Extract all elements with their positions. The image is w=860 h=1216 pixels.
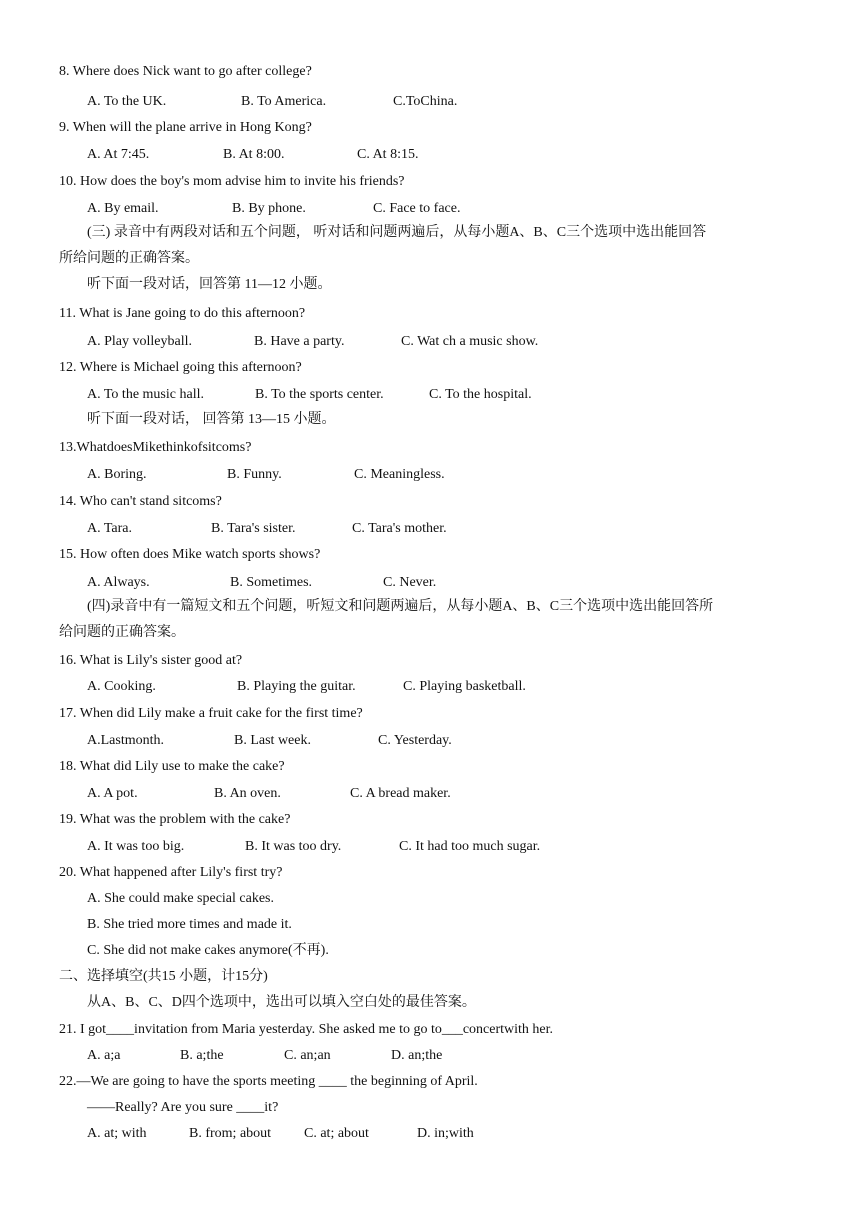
option-b: B. She tried more times and made it. [87,917,292,932]
option-b: B. It was too dry. [245,839,342,854]
option-b: B. Playing the guitar. [237,679,356,694]
option-c: C. an;an [284,1048,331,1063]
part-2-title: 二、选择填空(共15 小题，计15分) [59,969,268,984]
option-a: A. At 7:45. [87,147,150,162]
question-14: 14. Who can't stand sitcoms? [59,494,222,509]
option-a: A. a;a [87,1048,121,1063]
option-d: D. an;the [391,1048,443,1063]
option-a: A. at; with [87,1126,147,1141]
option-a: A. By email. [87,201,159,216]
option-a: A. To the UK. [87,94,167,109]
option-d: D. in;with [417,1126,474,1141]
question-13: 13.WhatdoesMikethinkofsitcoms? [59,440,252,455]
question-22-reply: ——Really? Are you sure ____it? [87,1100,279,1115]
option-b: B. a;the [180,1048,224,1063]
option-b: B. Tara's sister. [211,521,296,536]
option-c: C. A bread maker. [350,786,451,801]
option-a: A. Tara. [87,521,133,536]
section-4-instructions-cont: 给问题的正确答案。 [59,625,185,640]
option-b: B. Sometimes. [230,575,313,590]
question-11: 11. What is Jane going to do this afternoon? [59,306,306,321]
option-a: A. Boring. [87,467,147,482]
option-c: C. At 8:15. [357,147,419,162]
dialogue-2-note: 听下面一段对话， 回答第 13—15 小题。 [87,412,336,427]
option-a: A. Play volleyball. [87,334,192,349]
option-b: B. Have a party. [254,334,345,349]
section-3-instructions: (三) 录音中有两段对话和五个问题， 听对话和问题两遍后，从每小题A、B、C三个选项中选出能回答 [87,225,707,240]
question-17: 17. When did Lily make a fruit cake for the first time? [59,706,363,721]
option-a: A. A pot. [87,786,138,801]
option-c: C. at; about [304,1126,369,1141]
part-2-instructions: 从A、B、C、D四个选项中，选出可以填入空白处的最佳答案。 [87,995,476,1010]
option-c: C. Wat ch a music show. [401,334,539,349]
option-a: A. To the music hall. [87,387,204,402]
option-c: C. She did not make cakes anymore(不再). [87,943,329,958]
question-16: 16. What is Lily's sister good at? [59,653,243,668]
question-19: 19. What was the problem with the cake? [59,812,291,827]
option-a: A.Lastmonth. [87,733,164,748]
option-c: C. It had too much sugar. [399,839,541,854]
option-b: B. Last week. [234,733,311,748]
question-9: 9. When will the plane arrive in Hong Kong? [59,120,312,135]
option-b: B. from; about [189,1126,272,1141]
option-b: B. An oven. [214,786,281,801]
question-10: 10. How does the boy's mom advise him to invite his friends? [59,174,405,189]
question-20: 20. What happened after Lily's first try? [59,865,283,880]
option-b: B. Funny. [227,467,282,482]
option-a: A. It was too big. [87,839,185,854]
option-b: B. At 8:00. [223,147,285,162]
option-c: C. Tara's mother. [352,521,447,536]
option-c: C. Playing basketball. [403,679,526,694]
section-4-instructions: (四)录音中有一篇短文和五个问题，听短文和问题两遍后，从每小题A、B、C三个选项中选出能回答所 [87,599,714,614]
question-22: 22.—We are going to have the sports meeting ____ the beginning of April. [59,1074,478,1089]
option-b: B. To America. [241,94,327,109]
option-a: A. Always. [87,575,150,590]
question-12: 12. Where is Michael going this afternoon? [59,360,302,375]
option-b: B. By phone. [232,201,306,216]
option-b: B. To the sports center. [255,387,384,402]
option-c: C. To the hospital. [429,387,532,402]
question-8: 8. Where does Nick want to go after college? [59,64,312,79]
option-c: C. Face to face. [373,201,461,216]
dialogue-1-note: 听下面一段对话，回答第 11—12 小题。 [87,277,332,292]
section-3-instructions-cont: 所给问题的正确答案。 [59,251,199,266]
question-15: 15. How often does Mike watch sports shows? [59,547,321,562]
option-a: A. She could make special cakes. [87,891,274,906]
question-18: 18. What did Lily use to make the cake? [59,759,285,774]
option-c: C. Yesterday. [378,733,452,748]
option-c: C. Never. [383,575,437,590]
option-c: C.ToChina. [393,94,458,109]
question-21: 21. I got____invitation from Maria yesterday. She asked me to go to___concertwith her. [59,1022,554,1037]
option-c: C. Meaningless. [354,467,445,482]
option-a: A. Cooking. [87,679,156,694]
